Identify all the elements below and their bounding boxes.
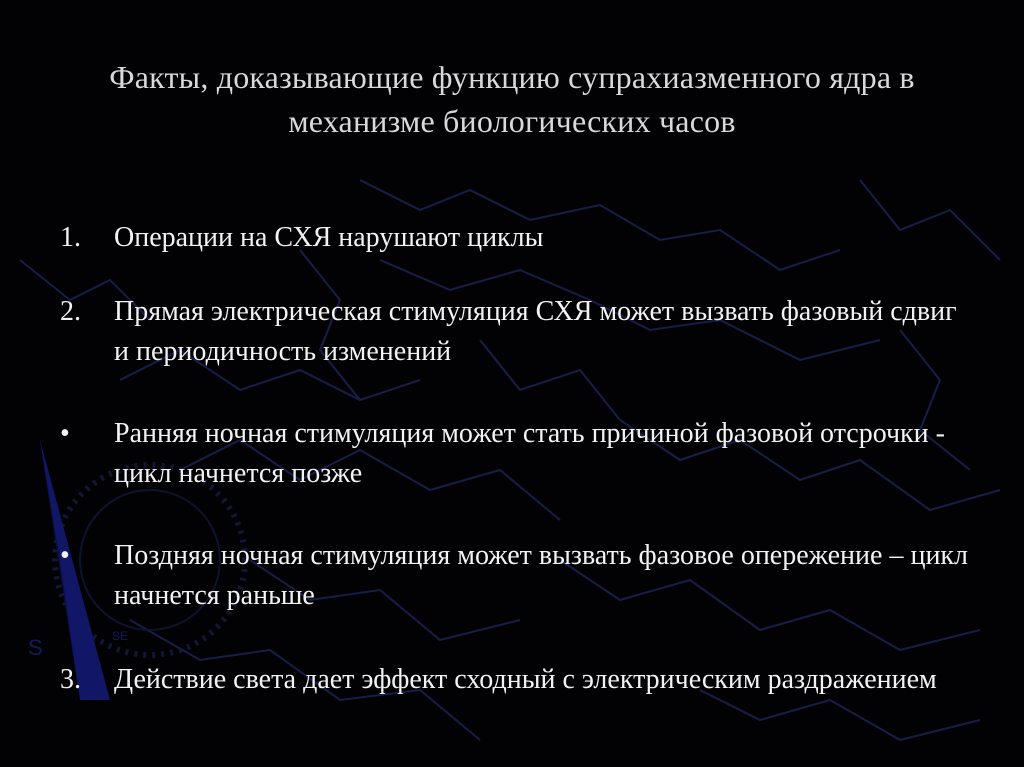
svg-text:S: S bbox=[28, 635, 43, 660]
list-marker: 3. bbox=[60, 664, 81, 695]
list-marker: 1. bbox=[60, 222, 81, 253]
slide-title: Факты, доказывающие функцию супрахиазменного ядра в механизме биологических часов bbox=[109, 59, 915, 139]
bullet-marker: • bbox=[60, 540, 70, 571]
list-item-text: Поздняя ночная стимуляция может вызвать фазовое опережение – цикл начнется раньше bbox=[114, 540, 968, 611]
list-item-text: Прямая электрическая стимуляция СХЯ может вызвать фазовый сдвиг и периодичность изменений bbox=[114, 296, 957, 367]
list-item-text: Операции на СХЯ нарушают циклы bbox=[114, 222, 544, 253]
list-item-text: Действие света дает эффект сходный с электрическим раздражением bbox=[114, 664, 937, 695]
svg-text:SE: SE bbox=[112, 629, 129, 643]
bullet-marker: • bbox=[60, 418, 70, 449]
list-marker: 2. bbox=[60, 296, 81, 327]
list-item-text: Ранняя ночная стимуляция может стать причиной фазовой отсрочки - цикл начнется позже bbox=[114, 418, 945, 489]
